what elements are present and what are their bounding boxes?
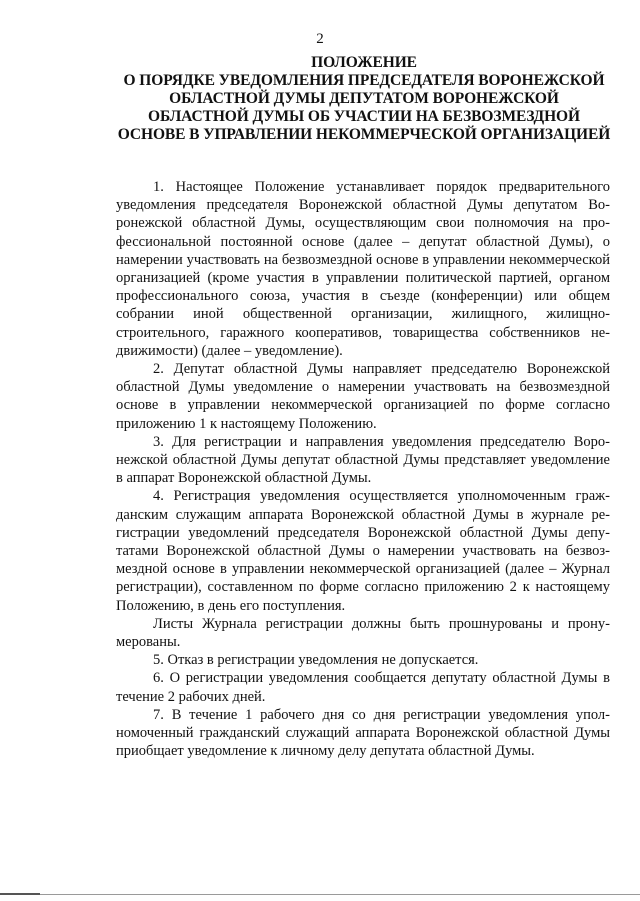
paragraph-7: 7. В течение 1 рабочего дня со дня регистрации уведомления уполномоченный гражданский служащий аппарата Воронежской областной Думы приобщает уведомление к личному делу депутата областной Думы. — [116, 706, 610, 760]
document-body — [116, 178, 610, 761]
document-title — [112, 54, 616, 144]
title-line: ОБЛАСТНОЙ ДУМЫ ОБ УЧАСТИИ НА БЕЗВОЗМЕЗДНОЙ — [148, 108, 580, 125]
page-number: 2 — [316, 31, 324, 47]
paragraph-2: 2. Депутат областной Думы направляет председателю Воронежской областной Думы уведомление о намерении участвовать на безвозмездной основе в управлении некоммерческой организацией по форме согласно приложению 1 к настоящему Положению. — [116, 361, 610, 432]
paragraph-6: 6. О регистрации уведомления сообщается депутату областной Думы в течение 2 рабочих дней. — [116, 670, 610, 705]
page-bottom-edge — [0, 894, 640, 895]
paragraph-5: 5. Отказ в регистрации уведомления не допускается. — [153, 652, 479, 669]
title-line: О ПОРЯДКЕ УВЕДОМЛЕНИЯ ПРЕДСЕДАТЕЛЯ ВОРОНЕЖСКОЙ — [123, 72, 605, 89]
title-line: ОСНОВЕ В УПРАВЛЕНИИ НЕКОММЕРЧЕСКОЙ ОРГАНИЗАЦИЕЙ — [117, 126, 611, 143]
title-line: ПОЛОЖЕНИЕ — [311, 54, 417, 71]
paragraph-4: 4. Регистрация уведомления осуществляется уполномоченным гражданским служащим аппарата Воронежской областной Думы в журнале регистрации уведомлений председателя Воронежской областной Думы депутатами Воронежской областной Думы о намерении участвовать на безвозмездной основе в управлении некоммерческой организацией (далее – Журнал регистрации), составленном по форме согласно приложению 2 к настоящему Положению, в день его поступления. — [116, 488, 610, 614]
paragraph-journal-sheets: Листы Журнала регистрации должны быть прошнурованы и пронумерованы. — [116, 615, 610, 651]
title-line: ОБЛАСТНОЙ ДУМЫ ДЕПУТАТОМ ВОРОНЕЖСКОЙ — [169, 90, 559, 107]
paragraph-1: 1. Настоящее Положение устанавливает порядок предварительного уведомления председателя Воронежской областной Думы депутатом Воронежской областной Думы, осуществляющим свои полномочия на профессиональной постоянной основе (далее – депутат областной Думы), о намерении участвовать на безвозмездной основе в управлении некоммерческой организацией (кроме участия в управлении политической партией, органом профессионального союза, участия в съезде (конференции) или общем собрании иной общественной организации, жилищного, жилищно-строительного, гаражного кооперативов, товарищества собственников недвижимости) (далее – уведомление). — [116, 179, 610, 359]
page-bottom-mark — [0, 893, 40, 895]
paragraph-3: 3. Для регистрации и направления уведомления председателю Воронежской областной Думы депутат областной Думы представляет уведомление в аппарат Воронежской областной Думы. — [116, 433, 610, 487]
